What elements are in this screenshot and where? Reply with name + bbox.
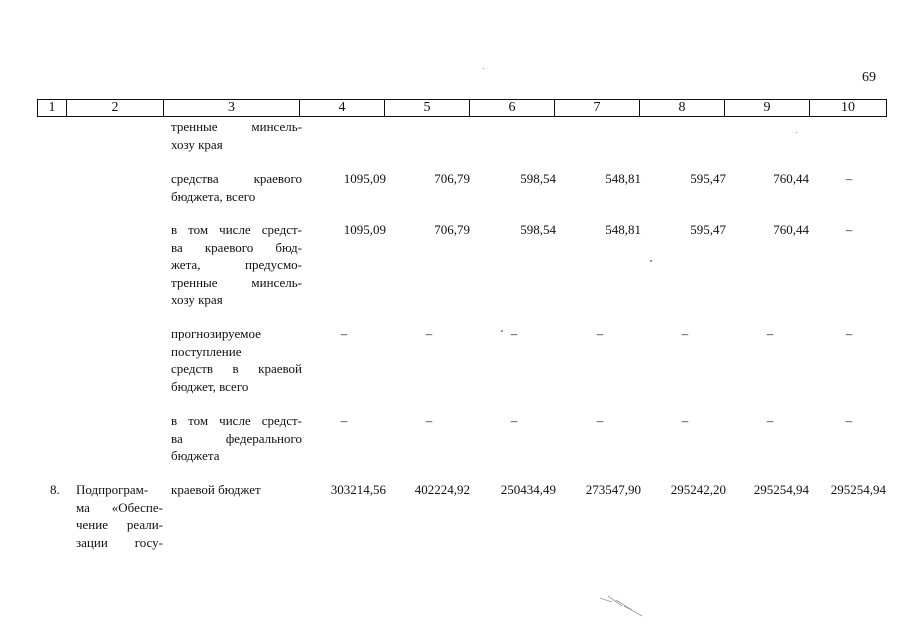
description-line: тренные минсель- [171,119,302,134]
scan-speck [483,68,484,69]
value-col5: 706,79 [434,222,470,237]
description-line: в том числе средст- [171,222,302,237]
scan-smudge [598,592,644,618]
item-title-line: зации госу- [76,534,163,550]
item-title-line: чение реали- [76,517,163,532]
column-header-5: 5 [385,100,470,117]
description-line: хозу края [171,136,223,152]
value-col6: 598,54 [520,171,556,186]
item-description: краевой бюджет [171,482,261,497]
description-line: бюджета [171,448,220,463]
value-col4: 1095,09 [343,171,386,186]
column-header-1: 1 [38,100,67,117]
value-col10: – [845,413,853,428]
item-title [76,481,163,551]
scan-speck [796,132,797,133]
item-number: 8. [50,482,60,497]
description-line: бюджет, всего [171,378,249,394]
value-col10: 295254,94 [830,482,886,497]
value-col6: – [510,413,518,428]
value-col8: – [681,326,689,341]
page-number: 69 [862,70,876,85]
value-col4: – [340,413,348,428]
value-col7: 548,81 [605,222,641,237]
column-header-2: 2 [67,100,164,117]
value-col10: – [845,222,853,237]
value-col6: – [510,326,518,341]
description-line: прогнозируемое [171,326,261,341]
value-col10: – [845,171,853,186]
value-col4: 1095,09 [343,222,386,237]
value-col5: 402224,92 [414,482,470,497]
column-header-7: 7 [555,100,640,117]
item-title-line: ма «Обеспе- [76,499,163,515]
value-col10: – [845,326,853,341]
value-col8: 295242,20 [670,482,726,497]
row-description [171,325,302,395]
description-line: средства краевого [171,171,302,186]
value-col7: – [596,326,604,341]
value-col8: – [681,413,689,428]
scan-speck [650,260,652,262]
value-col8: 595,47 [690,171,726,186]
value-col7: 548,81 [605,171,641,186]
value-col9: 760,44 [773,222,809,237]
column-header-8: 8 [640,100,725,117]
value-col7: – [596,413,604,428]
value-col5: 706,79 [434,171,470,186]
value-col5: – [425,326,433,341]
description-line: средств в краевой [171,361,302,376]
description-line: бюджета, всего [171,188,256,204]
description-line: ва федерального [171,430,302,446]
value-col9: – [766,326,774,341]
description-line: жета, предусмо- [171,257,302,272]
value-col6: 250434,49 [500,482,556,497]
column-header-3: 3 [164,100,300,117]
column-header-10: 10 [810,100,887,117]
description-line: тренные минсель- [171,274,302,290]
value-col7: 273547,90 [585,482,641,497]
value-col9: 295254,94 [753,482,809,497]
column-header-row [37,99,887,117]
scan-speck [501,330,503,332]
value-col5: – [425,413,433,428]
description-line: поступление [171,343,242,359]
description-line: хозу края [171,292,223,307]
column-header-4: 4 [300,100,385,117]
column-header-9: 9 [725,100,810,117]
value-col9: 760,44 [773,171,809,186]
value-col6: 598,54 [520,222,556,237]
value-col9: – [766,413,774,428]
row-description [171,412,302,465]
row-description [171,118,302,153]
column-header-6: 6 [470,100,555,117]
row-description [171,221,302,309]
value-col8: 595,47 [690,222,726,237]
item-title-line: Подпрограм- [76,482,149,497]
value-col4: – [340,326,348,341]
description-line: в том числе средст- [171,413,302,428]
description-line: ва краевого бюд- [171,239,302,255]
value-col4: 303214,56 [330,482,386,497]
row-description [171,170,302,205]
